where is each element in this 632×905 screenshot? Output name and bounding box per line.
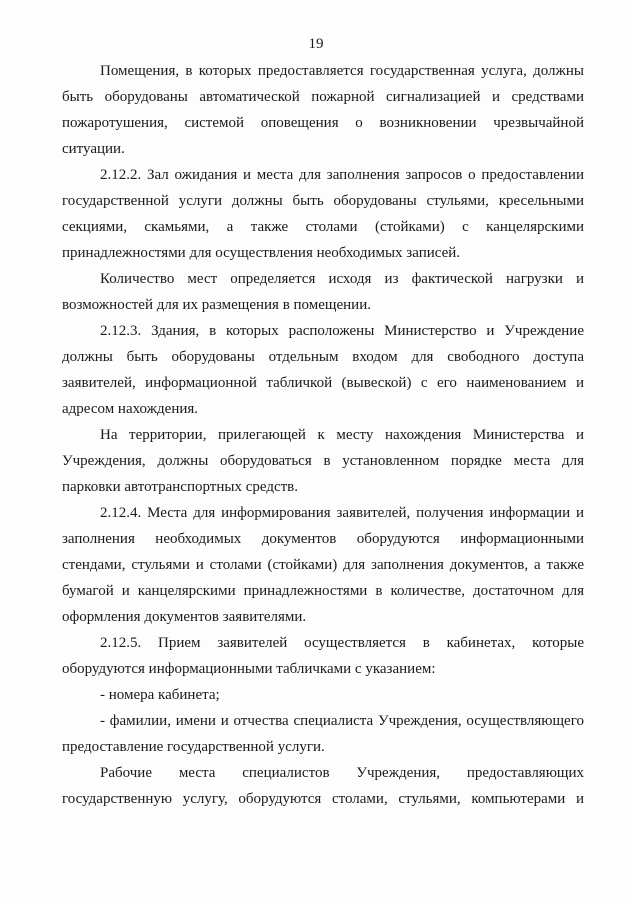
paragraph-fire-safety: Помещения, в которых предоставляется государственная услуга, должны быть оборудованы автоматической пожарной сигнализацией и средствами пожаротушения, системой оповещения о возникновении чрезвычайной ситуации. — [62, 63, 584, 157]
paragraph-2-12-4: 2.12.4. Места для информирования заявителей, получения информации и заполнения необходимых документов оборудуются информационными стендами, стульями и столами (стойками) для заполнения документов, а также бумагой и канцелярскими принадлежностями в количестве, достаточном для оформления документов заявителями. — [62, 505, 584, 625]
paragraph-parking: На территории, прилегающей к месту нахождения Министерства и Учреждения, должны оборудоваться в установленном порядке места для парковки автотранспортных средств. — [62, 427, 584, 495]
paragraph-seat-count: Количество мест определяется исходя из фактической нагрузки и возможностей для их размещения в помещении. — [62, 271, 584, 313]
paragraph-2-12-3: 2.12.3. Здания, в которых расположены Министерство и Учреждение должны быть оборудованы отдельным входом для свободного доступа заявителей, информационной табличкой (вывеской) с его наименованием и адресом нахождения. — [62, 323, 584, 417]
list-item-room-number: - номера кабинета; — [100, 687, 220, 703]
list-item-specialist-name: - фамилии, имени и отчества специалиста Учреждения, осуществляющего предоставление государственной услуги. — [62, 713, 584, 755]
page-number: 19 — [308, 36, 324, 52]
paragraph-workplaces: Рабочие места специалистов Учреждения, предоставляющих государственную услугу, оборудуются столами, стульями, компьютерами и — [62, 765, 584, 807]
paragraph-2-12-5: 2.12.5. Прием заявителей осуществляется в кабинетах, которые оборудуются информационными табличками с указанием: — [62, 635, 584, 677]
document-body — [62, 58, 584, 812]
paragraph-2-12-2: 2.12.2. Зал ожидания и места для заполнения запросов о предоставлении государственной услуги должны быть оборудованы стульями, кресельными секциями, скамьями, а также столами (стойками) с канцелярскими принадлежностями для осуществления необходимых записей. — [62, 167, 584, 261]
